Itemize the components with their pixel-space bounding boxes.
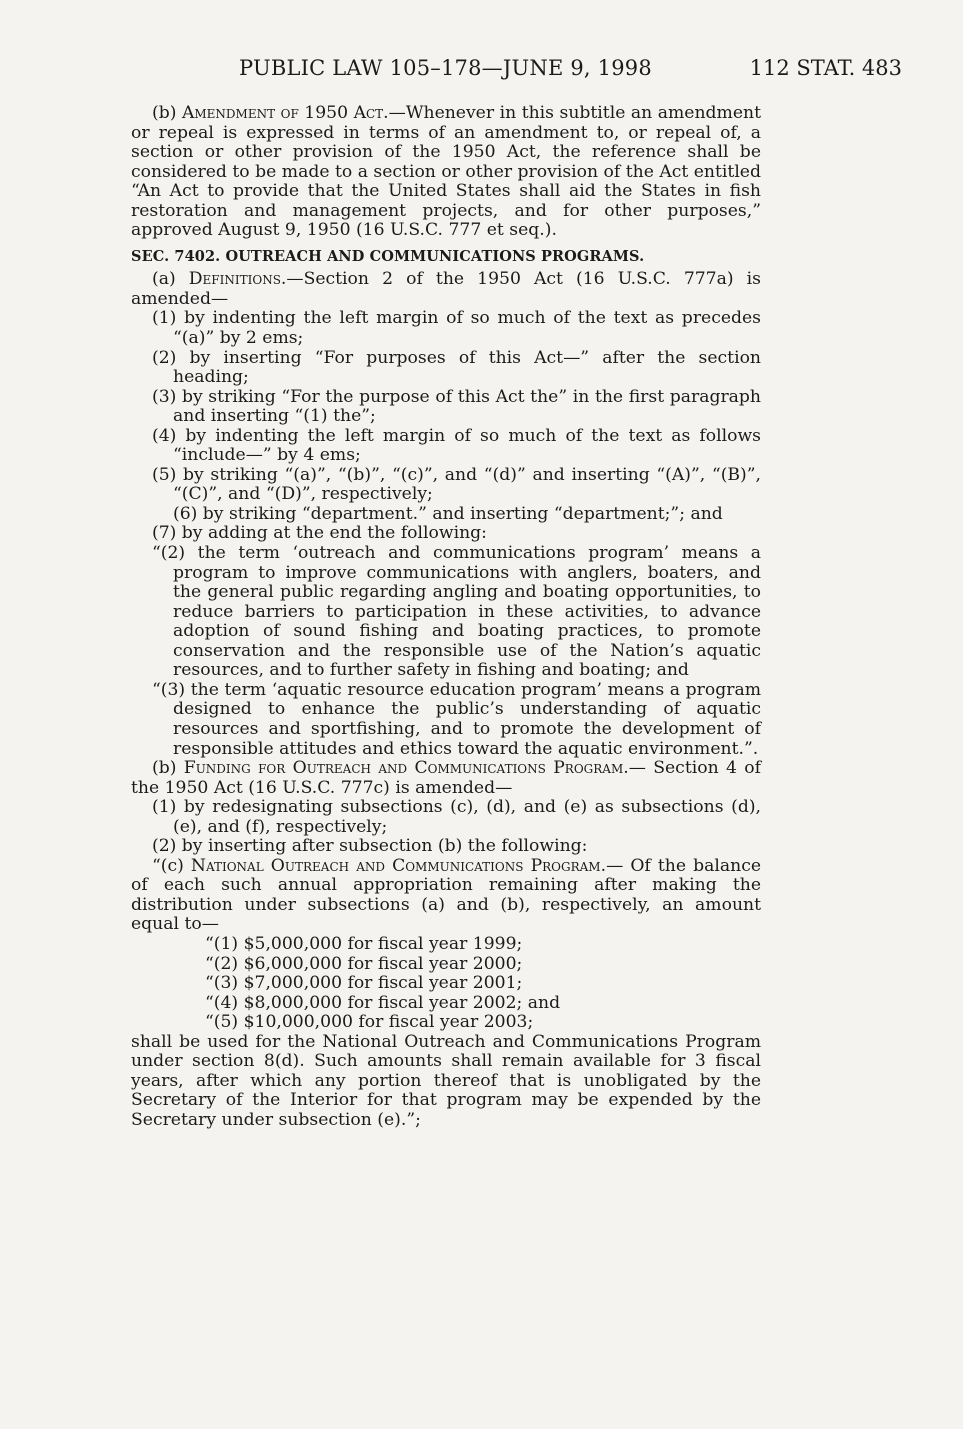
- amount-item: “(2) $6,000,000 for fiscal year 2000;: [205, 953, 523, 974]
- amendment-a-7: (7) by adding at the end the following:: [152, 523, 487, 544]
- amendment-b-2: (2) by inserting after subsection (b) the following:: [152, 836, 588, 857]
- para-label: (b): [152, 103, 182, 123]
- para-label: (b): [152, 758, 184, 779]
- amendment-a-6: [131, 505, 761, 525]
- quoted-definition-3: “(3) the term ‘aquatic resource education program’ means a program designed to enhance the public’s understanding of aquatic resources and sportfishing, and to promote the development of responsible attitudes and ethics toward the aquatic environment.”.: [152, 679, 761, 759]
- para-label: (a): [152, 269, 189, 290]
- para-heading: Amendment of 1950 Act.: [181, 103, 389, 123]
- para-heading: Funding for Outreach and Communications Program.: [183, 758, 629, 779]
- document-body: [131, 104, 761, 1130]
- header-title: PUBLIC LAW 105–178—JUNE 9, 1998: [239, 56, 652, 80]
- para-heading: National Outreach and Communications Program.: [190, 855, 607, 876]
- amount-item: “(1) $5,000,000 for fiscal year 1999;: [205, 933, 523, 954]
- fiscal-year-amounts: [131, 935, 761, 1033]
- amendment-a-6-text: (6) by striking “department.” and inserting “department;”; and: [173, 503, 723, 524]
- para-text: —Section 2 of the 1950 Act (16 U.S.C. 777a) is amended—: [131, 269, 761, 309]
- paragraph-b-funding: [131, 759, 761, 798]
- amount-item: “(3) $7,000,000 for fiscal year 2001;: [205, 973, 523, 994]
- amendment-a-5: (5) by striking “(a)”, “(b)”, “(c)”, and “(d)” and inserting “(A)”, “(B)”, “(C)”, and “(D)”, respectively;: [152, 464, 761, 505]
- amendment-a-2: (2) by inserting “For purposes of this Act—” after the section heading;: [152, 347, 761, 388]
- section-heading: SEC. 7402. OUTREACH AND COMMUNICATIONS PROGRAMS.: [131, 247, 645, 265]
- running-header: [131, 56, 902, 86]
- amount-item: “(5) $10,000,000 for fiscal year 2003;: [205, 1012, 534, 1033]
- para-text: —Whenever in this subtitle an amendment or repeal is expressed in terms of an amendment to, or repeal of, a section or other provision of the 1950 Act, the reference shall be considered to be made to a section or other provision of the Act entitled “An Act to provide that the United States shall aid the States in fish restoration and management projects, and for other purposes,” approved August 9, 1950 (16 U.S.C. 777 et seq.).: [131, 103, 761, 241]
- para-heading: Definitions.: [188, 269, 287, 290]
- amendment-a-4: (4) by indenting the left margin of so much of the text as follows “include—” by 4 ems;: [152, 425, 761, 466]
- header-page-ref: 112 STAT. 483: [749, 56, 902, 80]
- closing-paragraph: shall be used for the National Outreach and Communications Program under section 8(d). Such amounts shall remain available for 3 fiscal years, after which any portion thereof that is unobligated by the Secretary of the Interior for that program may be expended by the Secretary under subsection (e).”;: [131, 1031, 761, 1130]
- amendment-a-1: (1) by indenting the left margin of so much of the text as precedes “(a)” by 2 ems;: [152, 308, 761, 349]
- paragraph-b-amendment: [131, 104, 761, 241]
- paragraph-a-definitions: [131, 270, 761, 309]
- amount-item: “(4) $8,000,000 for fiscal year 2002; and: [205, 992, 561, 1013]
- para-text: — Section 4 of the 1950 Act (16 U.S.C. 777c) is amended—: [131, 758, 761, 798]
- amendment-b-1: (1) by redesignating subsections (c), (d), and (e) as subsections (d), (e), and (f), respectively;: [152, 797, 761, 837]
- para-text: — Of the balance of each such annual appropriation remaining after making the distribution under subsections (a) and (b), respectively, an amount equal to—: [131, 855, 761, 935]
- amendment-a-3: (3) by striking “For the purpose of this Act the” in the first paragraph and inserting “(1) the”;: [152, 386, 761, 427]
- quoted-definition-2: “(2) the term ‘outreach and communications program’ means a program to improve communications with anglers, boaters, and the general public regarding angling and boating opportunities, to reduce barriers to participation in these activities, to advance adoption of sound fishing and boating practices, to promote conservation and the responsible use of the Nation’s aquatic resources, and to further safety in fishing and boating; and: [152, 543, 761, 681]
- quoted-subsection-c: [131, 857, 761, 935]
- para-label: “(c): [152, 855, 191, 876]
